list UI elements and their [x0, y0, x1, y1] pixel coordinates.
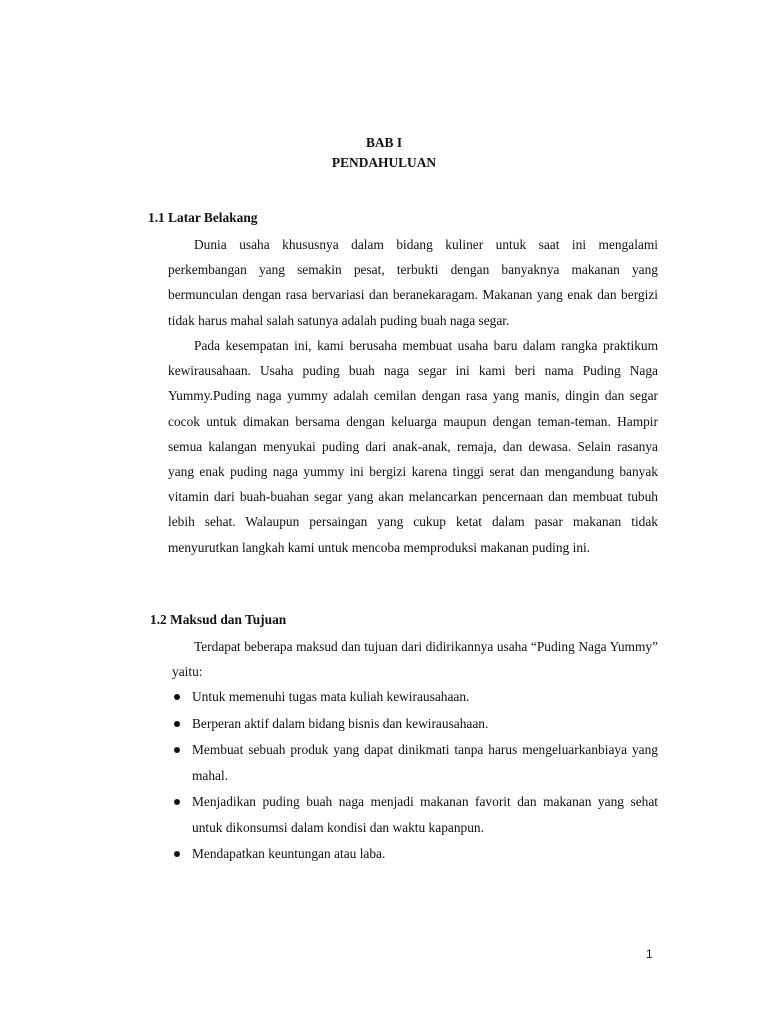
list-item-text: Berperan aktif dalam bidang bisnis dan kewirausahaan.: [192, 715, 489, 731]
chapter-number: BAB I: [365, 135, 403, 150]
list-item-text: Untuk memenuhi tugas mata kuliah kewirausahaan.: [192, 689, 470, 704]
section-1-paragraph-1: Dunia usaha khususnya dalam bidang kuliner untuk saat ini mengalami perkembangan yang semakin pesat, terbukti dengan banyaknya makanan yang bermunculan dengan rasa bervariasi dan beranekaragam. Makanan yang enak dan bergizi tidak harus mahal salah satunya adalah puding buah naga segar.: [168, 237, 658, 328]
list-item-text: Mendapatkan keuntungan atau laba.: [192, 846, 386, 861]
section-2-heading: 1.2 Maksud dan Tujuan: [150, 612, 287, 627]
page-number: 1: [646, 947, 653, 961]
section-1-paragraph-2: Pada kesempatan ini, kami berusaha membuat usaha baru dalam rangka praktikum kewirausahaan. Usaha puding buah naga segar ini kami beri nama Puding Naga Yummy.Puding naga yummy adalah cemilan dengan rasa yang manis, dingin dan segar cocok untuk dimakan bersama dengan keluarga maupun dengan teman-teman. Hampir semua kalangan menyukai puding dari anak-anak, remaja, dan dewasa. Selain rasanya yang enak puding naga yummy ini bergizi karena tinggi serat dan mengandung banyak vitamin dari buah-buahan segar yang akan melancarkan pencernaan dan membuat tubuh lebih sehat. Walaupun persaingan yang cukup ketat dalam pasar makanan tidak menyurutkan langkah kami untuk mencoba memproduksi makanan puding ini.: [168, 338, 658, 555]
section-2-intro: Terdapat beberapa maksud dan tujuan dari didirikannya usaha “Puding Naga Yummy” yaitu:: [172, 639, 658, 679]
section-1-heading: 1.1 Latar Belakang: [148, 210, 258, 225]
bullet-icon: [174, 851, 180, 857]
list-item: [172, 711, 658, 737]
bullet-icon: [174, 694, 180, 700]
list-item: [172, 737, 658, 788]
list-item-text: Menjadikan puding buah naga menjadi makanan favorit dan makanan yang sehat untuk dikonsumsi dalam kondisi dan waktu kapanpun.: [192, 794, 658, 835]
list-item: [172, 684, 658, 710]
bullet-icon: [174, 747, 180, 753]
list-item: [172, 841, 658, 867]
bullet-icon: [174, 799, 180, 805]
list-item: [172, 789, 658, 840]
objectives-list: [172, 684, 658, 868]
chapter-title: PENDAHULUAN: [331, 155, 437, 170]
bullet-icon: [174, 721, 180, 727]
list-item-text: Membuat sebuah produk yang dapat dinikmati tanpa harus mengeluarkanbiaya yang mahal.: [192, 742, 658, 783]
